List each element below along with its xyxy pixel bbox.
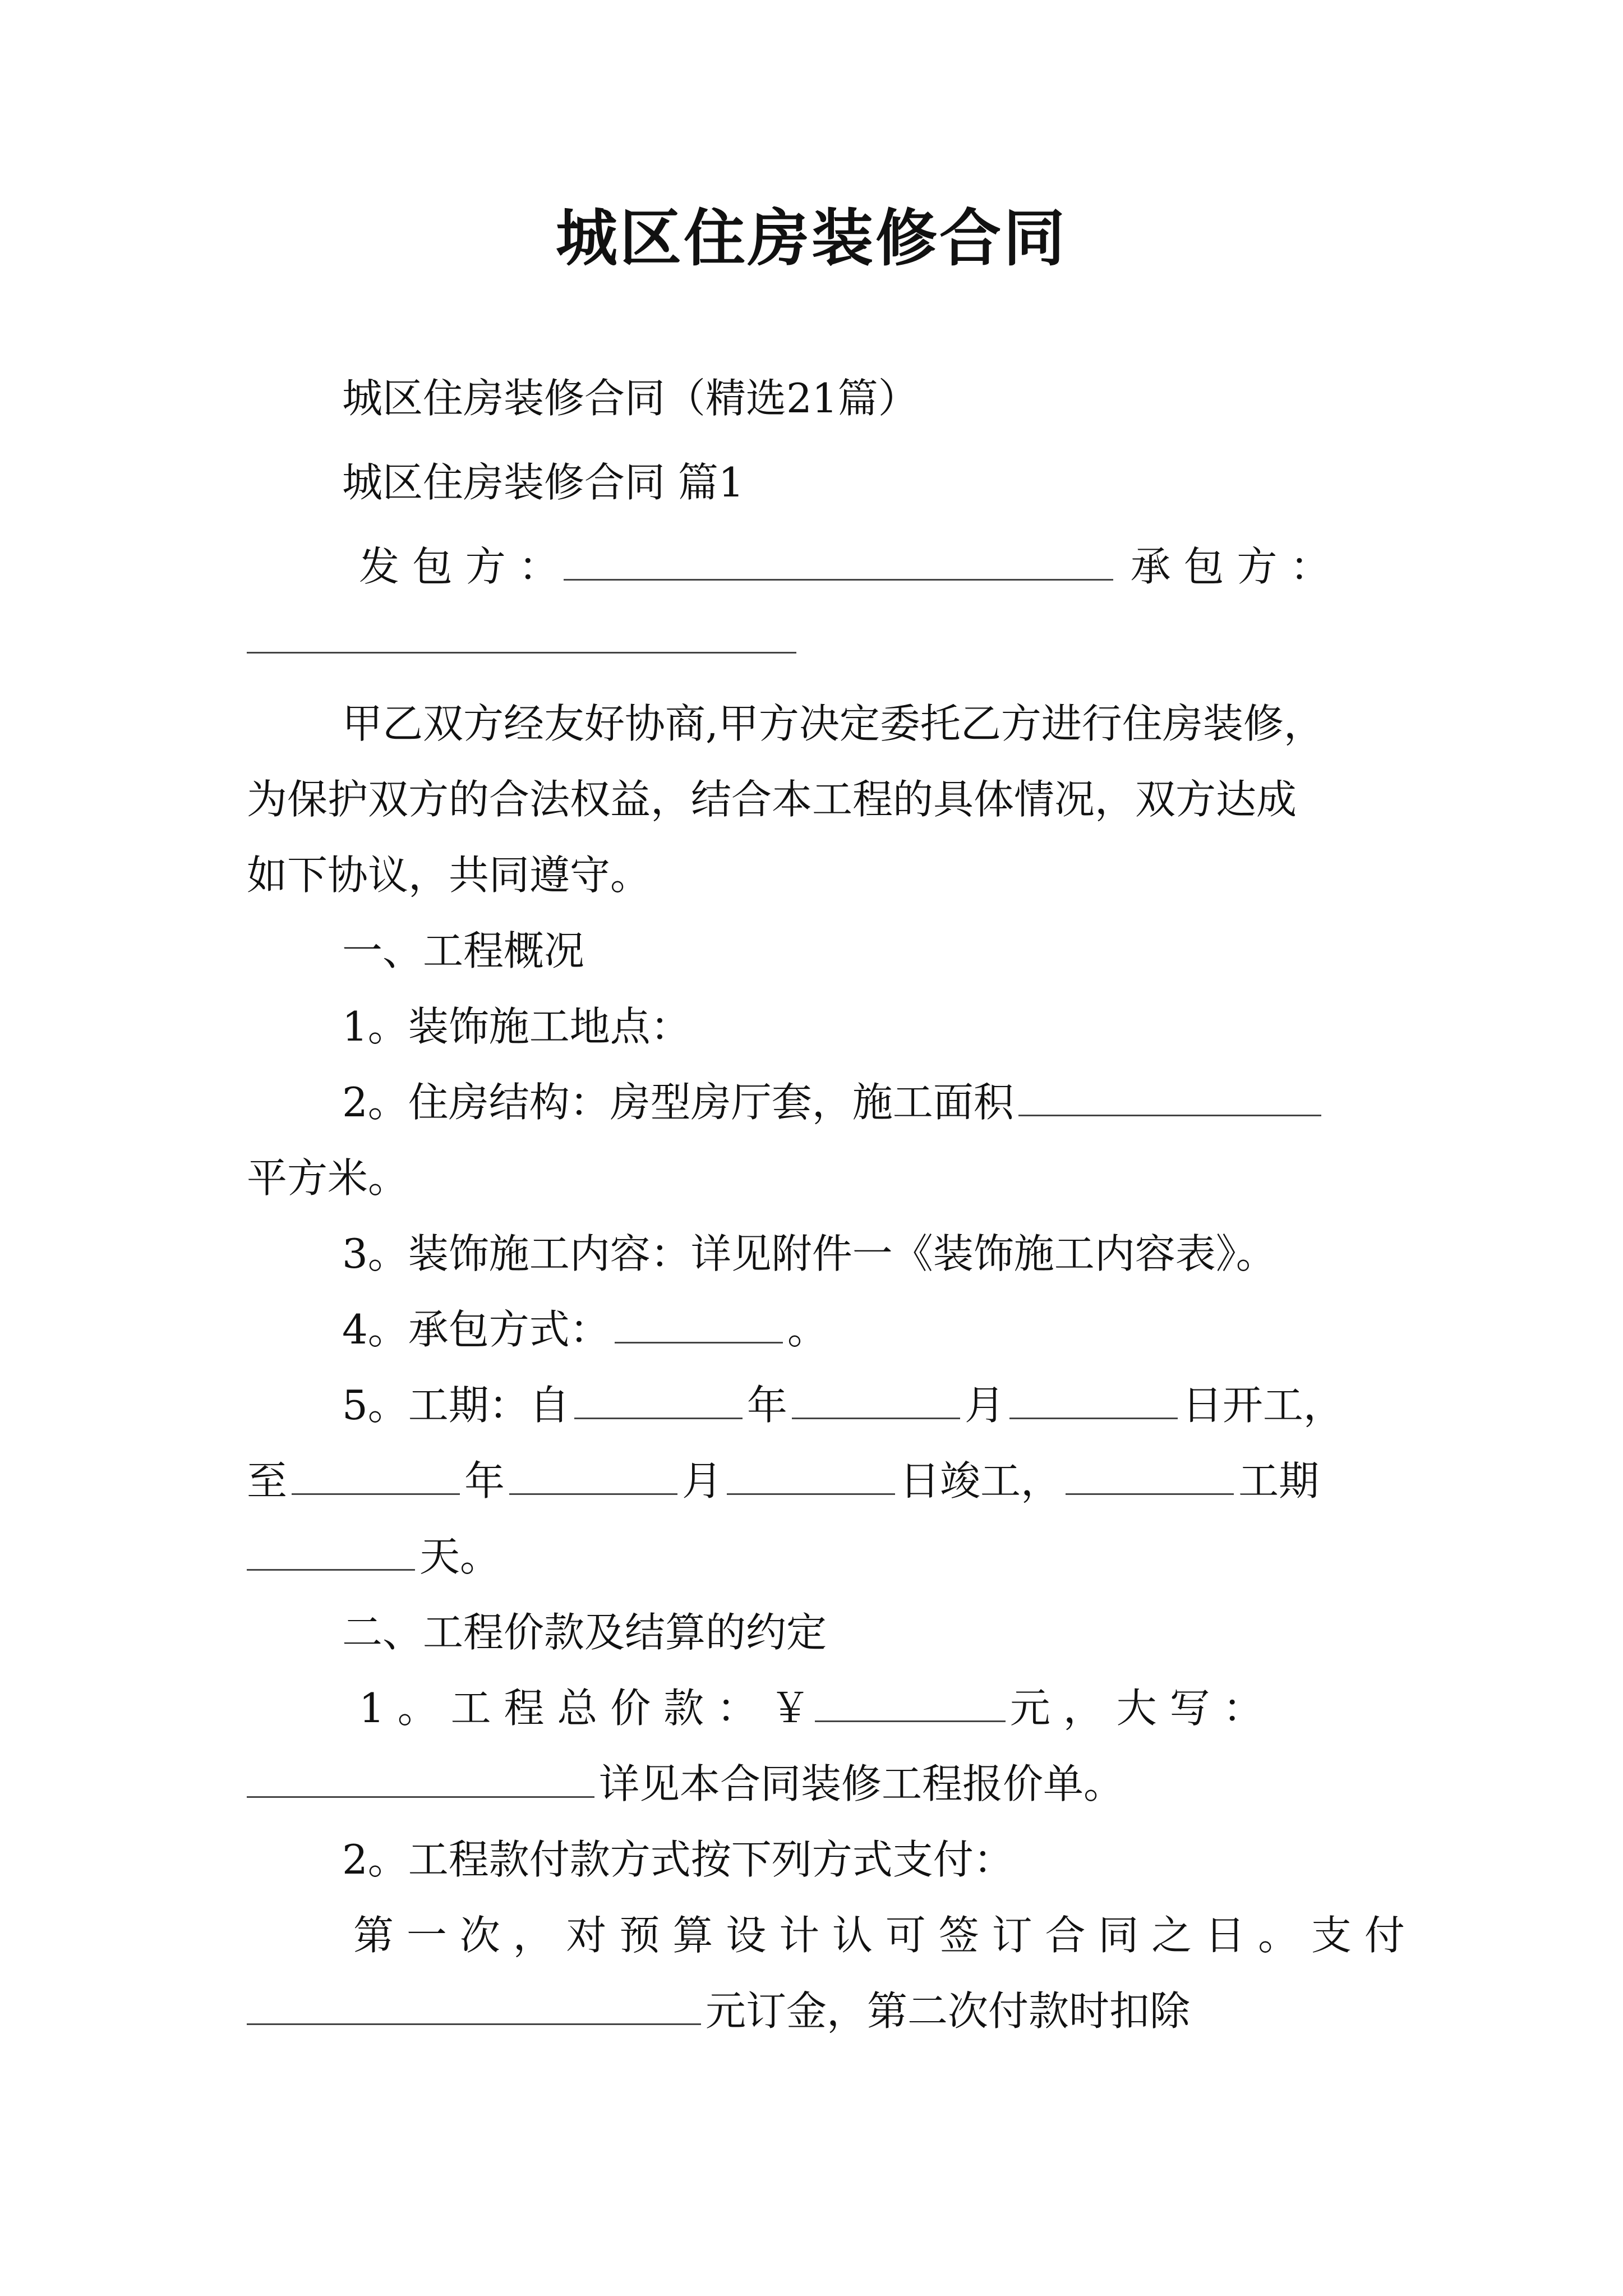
start-day-blank: [1009, 1377, 1178, 1419]
total-price-line: [359, 1677, 1385, 1739]
item2-unit: 平方米。: [247, 1154, 409, 1202]
capital-blank: [247, 1756, 594, 1798]
month-label-2: 月: [682, 1457, 723, 1504]
end-day-blank: [727, 1453, 895, 1495]
year-label-2: 年: [464, 1457, 505, 1504]
item5-label: 5。工期：自: [342, 1382, 570, 1429]
item5-days-line: [247, 1526, 1385, 1588]
intro-line-3: 如下协议，共同遵守。: [247, 852, 651, 899]
payment-method: 2。工程款付款方式按下列方式支付：: [342, 1836, 1014, 1883]
deposit-text: 元订金，第二次付款时扣除: [706, 1987, 1191, 2035]
section2-heading: 二、工程价款及结算的约定: [342, 1609, 827, 1656]
capital-label: 元 ， 大 写 ：: [1009, 1685, 1264, 1732]
method-blank: [615, 1301, 783, 1343]
start-label: 日开工，: [1182, 1382, 1344, 1429]
party-b-label: 承 包 方 ：: [1130, 543, 1331, 590]
end-month-blank: [509, 1453, 677, 1495]
deposit-blank: [247, 1983, 701, 2025]
item4-label: 4。承包方式：: [342, 1306, 610, 1353]
price-blank: [815, 1680, 1006, 1722]
article-heading: 城区住房装修合同 篇1: [342, 459, 744, 506]
item2-structure: [342, 1071, 1481, 1133]
item5-end-line: [247, 1450, 1385, 1512]
deposit-line: [247, 1980, 1385, 2042]
days-blank: [247, 1529, 415, 1571]
duration-label: 工期: [1238, 1457, 1320, 1504]
days-label: 天。: [419, 1533, 501, 1580]
duration-blank: [1066, 1453, 1234, 1495]
party-a-blank: [564, 539, 1113, 581]
intro-line-1: 甲乙双方经友好协商,甲方决定委托乙方进行住房装修，: [342, 700, 1324, 747]
finish-label: 日竣工，: [900, 1457, 1062, 1504]
quotation-line: [247, 1753, 1385, 1815]
quotation-text: 详见本合同装修工程报价单。: [599, 1760, 1124, 1807]
item5-period: [342, 1374, 1481, 1436]
end-year-blank: [292, 1453, 460, 1495]
first-payment: 第 一 次 ， 对 预 算 设 计 认 可 签 订 合 同 之 日 。 支 付: [353, 1912, 1405, 1959]
item2-label: 2。住房结构：房型房厅套，施工面积: [342, 1079, 1014, 1126]
item4-contract-method: [342, 1299, 1481, 1360]
item3-content: 3。装饰施工内容：详见附件一《装饰施工内容表》。: [342, 1230, 1276, 1277]
document-subtitle: 城区住房装修合同（精选21篇）: [342, 375, 919, 422]
year-label: 年: [746, 1382, 787, 1429]
month-label: 月: [964, 1382, 1005, 1429]
intro-line-2: 为保护双方的合法权益，结合本工程的具体情况，双方达成: [247, 776, 1297, 823]
party-a-label: 发 包 方 ：: [359, 543, 559, 590]
parties-line: [359, 536, 1385, 597]
start-year-blank: [574, 1377, 743, 1419]
to-label: 至: [247, 1457, 288, 1504]
page-title: 城区住房装修合同: [556, 202, 1067, 274]
start-month-blank: [792, 1377, 960, 1419]
area-blank: [1018, 1074, 1321, 1116]
total-price-label: 1 。 工 程 总 价 款 ： ￥: [359, 1685, 810, 1732]
item4-end: 。: [787, 1306, 828, 1353]
item1-location: 1。装饰施工地点：: [342, 1003, 691, 1050]
section1-heading: 一、工程概况: [342, 927, 585, 974]
party-b-blank: [247, 609, 1385, 670]
